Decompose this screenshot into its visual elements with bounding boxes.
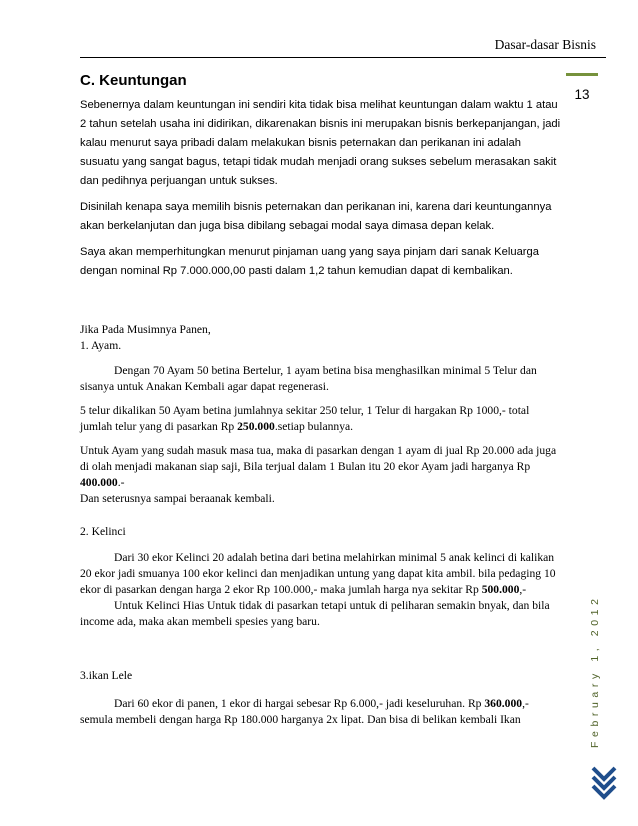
subsection-lele-heading: 3.ikan Lele bbox=[80, 669, 133, 682]
page-number: 13 bbox=[574, 87, 590, 102]
paragraph-ayam-4: Dan seterusnya sampai beraanak kembali. bbox=[80, 492, 275, 505]
paragraph-kelinci-2: Untuk Kelinci Hias Untuk tidak di pasarkan tetapi untuk di peliharan semakin bnyak, dan bila income ada, maka akan membeli spesies yang baru. bbox=[80, 599, 550, 628]
amount-bold: 250.000 bbox=[237, 420, 275, 433]
header-title: Dasar-dasar Bisnis bbox=[494, 37, 596, 52]
amount-bold: 360.000 bbox=[484, 697, 523, 710]
amount-bold: 500.000 bbox=[481, 583, 520, 596]
header-rule bbox=[80, 57, 606, 58]
paragraph-ayam-3: Untuk Ayam yang sudah masuk masa tua, maka di pasarkan dengan 1 ayam di jual Rp 20.000 ada juga di olah menjadi makanan siap saji, Bila terjual dalam 1 Bulan itu 20 ekor Ayam jadi harganya Rp 400.000.- bbox=[80, 444, 557, 489]
paragraph-keuntungan-2: Disinilah kenapa saya memilih bisnis peternakan dan perikanan ini, karena dari keuntungannya akan berkelanjutan dan juga bisa dibilang sebagai modal saya dimasa depan kelak. bbox=[80, 201, 552, 232]
paragraph-ayam-1: Dengan 70 Ayam 50 betina Bertelur, 1 ayam betina bisa menghasilkan minimal 5 Telur dan sisanya untuk Anakan Kembali agar dapat regenerasi. bbox=[80, 364, 537, 393]
intro-line: Jika Pada Musimnya Panen, bbox=[80, 323, 211, 336]
paragraph-kelinci-1: Dari 30 ekor Kelinci 20 adalah betina dari betina melahirkan minimal 5 anak kelinci di kalikan 20 ekor jadi smuanya 100 ekor kelinci dan menjadikan untung yang dapat kita ambil. bila pedaging 10 ekor di pasarkan dengan harga 2 ekor Rp 100.000,- maka jumlah harga nya sekitar Rp 500.000,- bbox=[80, 551, 556, 596]
section-heading: C. Keuntungan bbox=[80, 72, 187, 89]
side-date: February 1, 2012 bbox=[589, 594, 601, 748]
paragraph-ayam-2: 5 telur dikalikan 50 Ayam betina jumlahnya sekitar 250 telur, 1 Telur di hargakan Rp 1000,- total jumlah telur yang di pasarkan Rp 250.000.setiap bulannya. bbox=[80, 404, 530, 433]
paragraph-lele-1: Dari 60 ekor di panen, 1 ekor di hargai sebesar Rp 6.000,- jadi keseluruhan. Rp 360.000,- semula membeli dengan harga Rp 180.000 harganya 2x lipat. Dan bisa di belikan kembali Ikan bbox=[80, 697, 529, 726]
paragraph-keuntungan-1: Sebenernya dalam keuntungan ini sendiri kita tidak bisa melihat keuntungan dalam waktu 1 atau 2 tahun setelah usaha ini didirikan, dikarenakan bisnis ini merupakan bisnis berkepanjangan, jadi kalau menurut saya pribadi dalam melakukan bisnis peternakan dan perikanan ini adalah susuatu yang sangat bagus, tetapi tidak mudah menjadi orang sukses sebelum merasakan sakit dan pedihnya perjuangan untuk sukses. bbox=[80, 99, 561, 187]
document-body bbox=[80, 72, 562, 728]
subsection-ayam-heading: 1. Ayam. bbox=[80, 339, 122, 352]
double-chevron-down-icon bbox=[590, 764, 618, 804]
subsection-kelinci-heading: 2. Kelinci bbox=[80, 525, 126, 538]
paragraph-keuntungan-3: Saya akan memperhitungkan menurut pinjaman uang yang saya pinjam dari sanak Keluarga dengan nominal Rp 7.000.000,00 pasti dalam 1,2 tahun kemudian dapat di kembalikan. bbox=[80, 246, 539, 277]
amount-bold: 400.000 bbox=[80, 476, 118, 489]
page-accent-bar bbox=[566, 73, 598, 76]
